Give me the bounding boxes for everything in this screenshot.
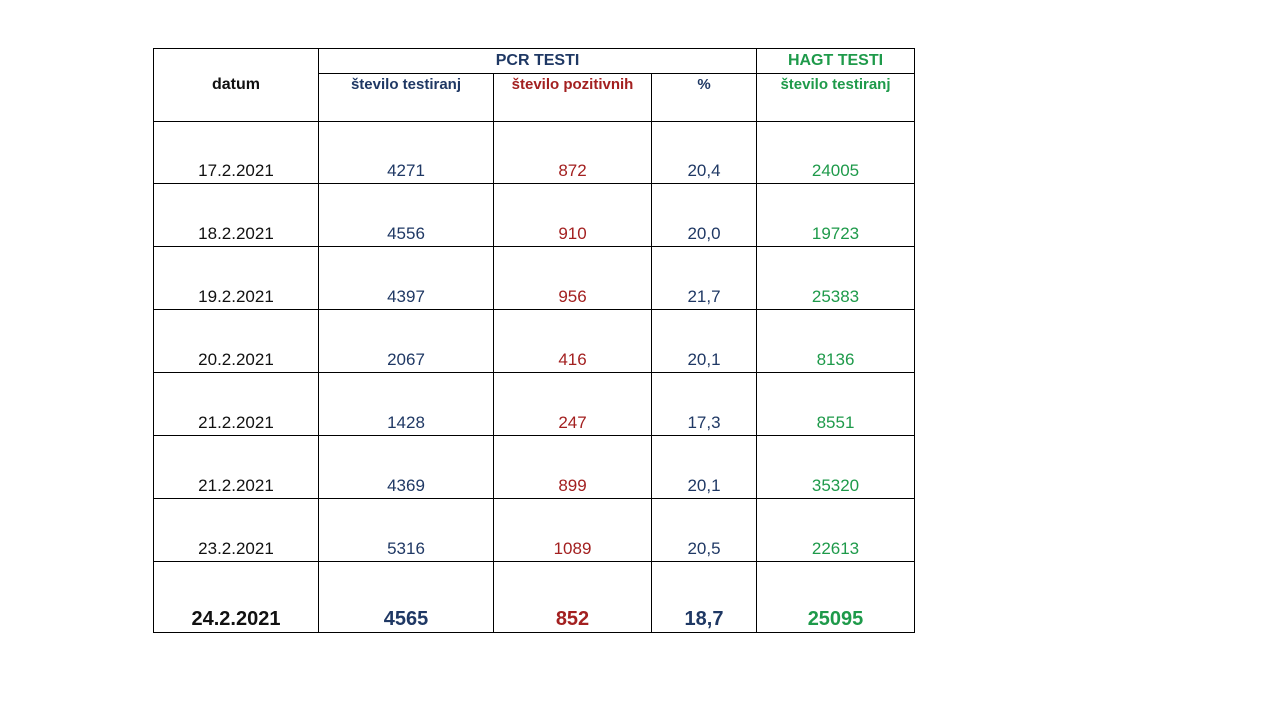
header-hagt-tests: število testiranj	[757, 74, 915, 122]
cell-pcr-tests: 2067	[319, 310, 494, 373]
cell-percent: 20,1	[652, 436, 757, 499]
cell-hagt-tests: 24005	[757, 122, 915, 184]
table-row	[154, 184, 915, 247]
header-datum: datum	[154, 49, 319, 122]
cell-hagt-tests: 8136	[757, 310, 915, 373]
cell-pcr-positive: 852	[494, 562, 652, 633]
cell-pcr-positive: 910	[494, 184, 652, 247]
cell-percent: 21,7	[652, 247, 757, 310]
cell-date: 23.2.2021	[154, 499, 319, 562]
table-row	[154, 122, 915, 184]
table-row-latest	[154, 562, 915, 633]
cell-date: 24.2.2021	[154, 562, 319, 633]
cell-hagt-tests: 8551	[757, 373, 915, 436]
cell-hagt-tests: 25383	[757, 247, 915, 310]
testing-table	[153, 48, 915, 633]
cell-pcr-positive: 416	[494, 310, 652, 373]
table-row	[154, 499, 915, 562]
cell-percent: 17,3	[652, 373, 757, 436]
header-row-groups	[154, 49, 915, 74]
table-row	[154, 247, 915, 310]
header-pcr-group: PCR TESTI	[319, 49, 757, 74]
cell-pcr-positive: 1089	[494, 499, 652, 562]
cell-date: 17.2.2021	[154, 122, 319, 184]
cell-pcr-tests: 5316	[319, 499, 494, 562]
cell-date: 21.2.2021	[154, 436, 319, 499]
table-row	[154, 373, 915, 436]
cell-percent: 18,7	[652, 562, 757, 633]
cell-pcr-tests: 4271	[319, 122, 494, 184]
cell-hagt-tests: 25095	[757, 562, 915, 633]
cell-percent: 20,4	[652, 122, 757, 184]
cell-pcr-positive: 247	[494, 373, 652, 436]
cell-hagt-tests: 35320	[757, 436, 915, 499]
table-row	[154, 436, 915, 499]
cell-date: 18.2.2021	[154, 184, 319, 247]
cell-pcr-tests: 4397	[319, 247, 494, 310]
cell-hagt-tests: 22613	[757, 499, 915, 562]
cell-pcr-tests: 1428	[319, 373, 494, 436]
cell-pcr-positive: 956	[494, 247, 652, 310]
table-row	[154, 310, 915, 373]
cell-pcr-tests: 4556	[319, 184, 494, 247]
header-pcr-positive: število pozitivnih	[494, 74, 652, 122]
cell-pcr-positive: 899	[494, 436, 652, 499]
cell-pcr-tests: 4565	[319, 562, 494, 633]
cell-pcr-positive: 872	[494, 122, 652, 184]
cell-percent: 20,0	[652, 184, 757, 247]
cell-pcr-tests: 4369	[319, 436, 494, 499]
header-pcr-tests: število testiranj	[319, 74, 494, 122]
header-percent: %	[652, 74, 757, 122]
cell-percent: 20,1	[652, 310, 757, 373]
cell-hagt-tests: 19723	[757, 184, 915, 247]
cell-date: 21.2.2021	[154, 373, 319, 436]
header-hagt-group: HAGT TESTI	[757, 49, 915, 74]
cell-percent: 20,5	[652, 499, 757, 562]
cell-date: 20.2.2021	[154, 310, 319, 373]
cell-date: 19.2.2021	[154, 247, 319, 310]
